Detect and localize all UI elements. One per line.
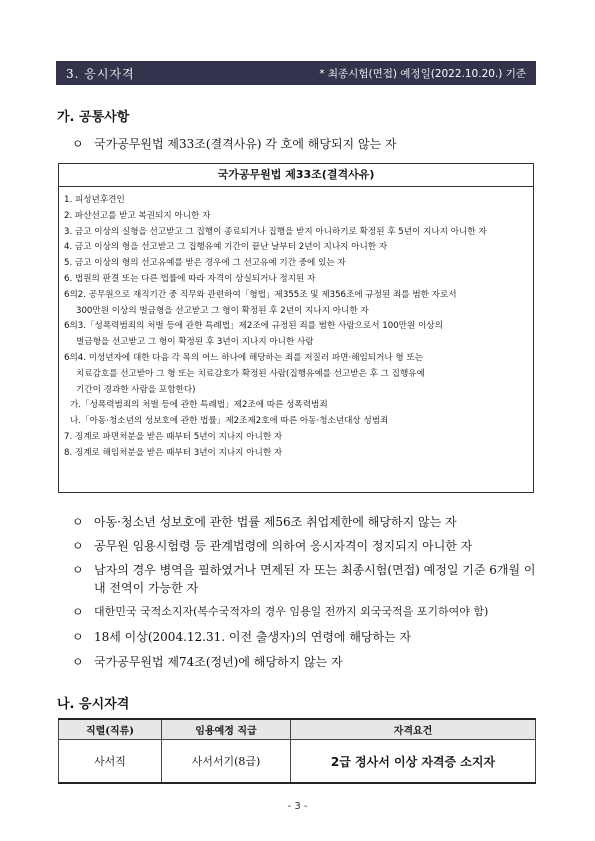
- table-cell: 2급 정사서 이상 자격증 소지자: [291, 740, 536, 784]
- bullet-marker: ㅇ: [72, 539, 84, 553]
- law-item: 4. 금고 이상의 형을 선고받고 그 집행유예 기간이 끝난 날부터 2년이 지나지 아니한 자: [64, 242, 388, 253]
- bullet-marker: ㅇ: [72, 563, 84, 577]
- law-excerpt-box: [58, 163, 534, 493]
- law-item-continuation: 치료감호를 선고받아 그 형 또는 치료감호가 확정된 사람(집행유예를 선고받은 후 그 집행유예: [76, 368, 425, 379]
- law-item: 2. 파산선고를 받고 복권되지 아니한 자: [64, 210, 211, 221]
- list-item: [72, 561, 542, 597]
- bullet-marker: ㅇ: [72, 515, 84, 529]
- bullet-marker: ㅇ: [72, 655, 84, 669]
- heading-qualifications: 나. 응시자격: [57, 697, 130, 712]
- table-header-cell: 임용예정 직급: [162, 719, 291, 740]
- list-item-text: 국가공무원법 제74조(정년)에 해당하지 않는 자: [94, 655, 343, 669]
- law-item-continuation: 벌금형을 선고받고 그 형이 확정된 후 3년이 지나지 아니한 사람: [76, 337, 314, 348]
- bullet-marker: ㅇ: [72, 137, 84, 151]
- list-item-text: 18세 이상(2004.12.31. 이전 출생자)의 연령에 해당하는 자: [94, 630, 412, 644]
- table-header-cell: 자격요건: [291, 719, 536, 740]
- page-number: - 3 -: [287, 801, 308, 812]
- law-item-continuation: 기간이 경과한 사람을 포함한다): [76, 384, 196, 395]
- list-item-text: 국가공무원법 제33조(결격사유) 각 호에 해당되지 않는 자: [94, 137, 397, 151]
- list-item: [72, 628, 542, 646]
- list-item-text: 남자의 경우 병역을 필하였거나 면제된 자 또는 최종시험(면접) 예정일 기준 6개월 이내 전역이 가능한 자: [94, 563, 536, 595]
- section-reference-date-note: * 최종시험(면접) 예정일(2022.10.20.) 기준: [319, 67, 526, 80]
- law-sub-item: 나.「아동·청소년의 성보호에 관한 법률」제2조제2호에 따른 아동·청소년대상 성범죄: [70, 416, 389, 427]
- list-item-text: 아동·청소년 성보호에 관한 법률 제56조 취업제한에 해당하지 않는 자: [94, 515, 457, 529]
- law-item: 6. 법원의 판결 또는 다른 법률에 따라 자격이 상실되거나 정지된 자: [64, 273, 316, 284]
- law-item-continuation: 300만원 이상의 벌금형을 선고받고 그 형이 확정된 후 2년이 지나지 아니한 자: [76, 305, 369, 316]
- section-header-bar: [56, 61, 536, 85]
- law-item: 6의3.「성폭력범죄의 처벌 등에 관한 특례법」제2조에 규정된 죄를 범한 사람으로서 100만원 이상의: [64, 321, 443, 332]
- table-row: [59, 740, 536, 784]
- law-item: 8. 징계로 해임처분을 받은 때부터 3년이 지나지 아니한 자: [64, 447, 283, 458]
- law-item: 3. 금고 이상의 실형을 선고받고 그 집행이 종료되거나 집행을 받지 아니하기로 확정된 후 5년이 지나지 아니한 자: [64, 226, 487, 237]
- bullet-marker: ㅇ: [72, 605, 84, 619]
- law-box-title: 국가공무원법 제33조(결격사유): [59, 164, 533, 187]
- table-header-cell: 직렬(직류): [59, 719, 162, 740]
- list-item: [72, 513, 542, 531]
- list-item-text: 대한민국 국적소지자(복수국적자의 경우 임용일 전까지 외국국적을 포기하여야 함): [94, 605, 489, 618]
- table-cell: 사서직: [59, 740, 162, 784]
- law-item: 6의4. 미성년자에 대한 다음 각 목의 어느 하나에 해당하는 죄를 저질러 파면·해임되거나 형 또는: [64, 352, 424, 363]
- section-title: 3. 응시자격: [66, 66, 135, 81]
- list-item: [72, 653, 542, 671]
- list-item: [72, 135, 542, 153]
- list-item-text: 공무원 임용시험령 등 관계법령에 의하여 응시자격이 정지되지 아니한 자: [94, 539, 473, 553]
- law-item-list: [64, 193, 530, 462]
- law-item: 6의2. 공무원으로 재직기간 중 직무와 관련하여「형법」제355조 및 제356조에 규정된 죄를 범한 자로서: [64, 289, 457, 300]
- law-sub-item: 가.「성폭력범죄의 처벌 등에 관한 특례법」제2조에 따른 성폭력범죄: [70, 400, 328, 411]
- table-cell: 사서서기(8급): [162, 740, 291, 784]
- qualification-table: [58, 718, 536, 784]
- bullet-marker: ㅇ: [72, 630, 84, 644]
- list-item: [72, 537, 542, 555]
- law-item: 1. 피성년후견인: [64, 195, 125, 205]
- law-item: 5. 금고 이상의 형의 선고유예를 받은 경우에 그 선고유예 기간 중에 있는 자: [64, 258, 346, 269]
- list-item: [72, 603, 542, 621]
- heading-common-requirements: 가. 공통사항: [57, 110, 130, 125]
- table-header-row: [59, 719, 536, 740]
- law-item: 7. 징계로 파면처분을 받은 때부터 5년이 지나지 아니한 자: [64, 431, 283, 442]
